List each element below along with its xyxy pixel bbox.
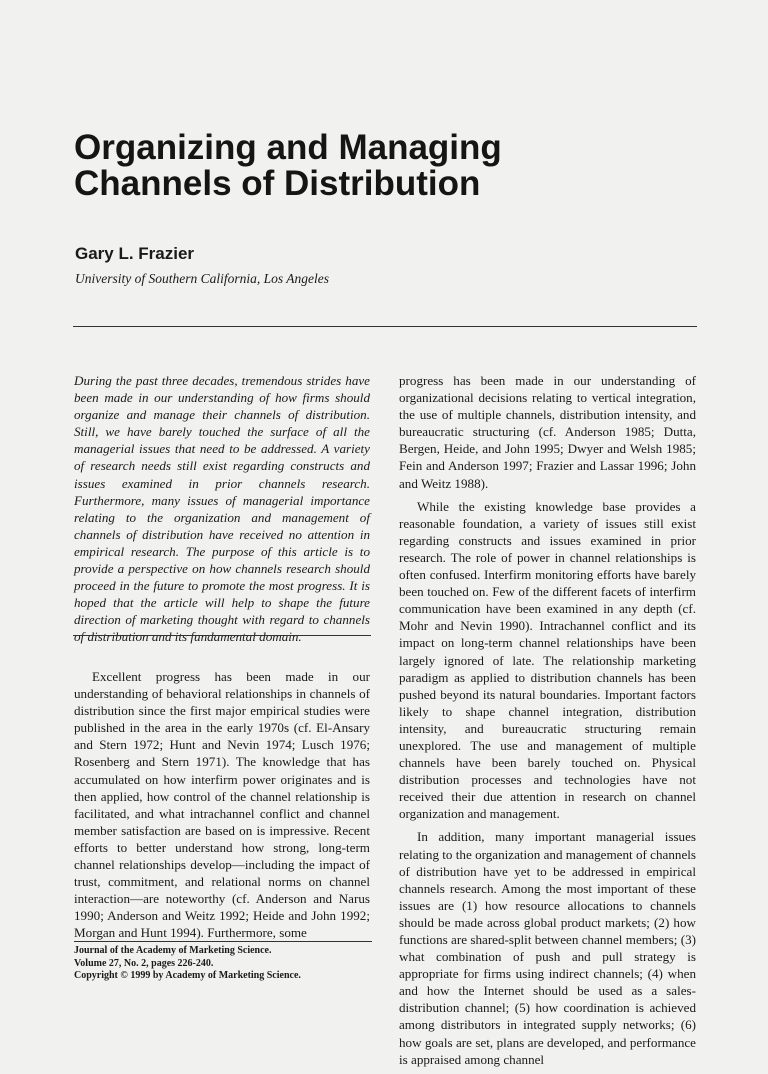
body-paragraph: progress has been made in our understanding of organizational decisions relating to vertical integration, the use of multiple channels, distribution intensity, and bureaucratic structuring (cf. Anderson 1985; Dutta, Bergen, Heide, and John 1995; Dwyer and Welsh 1985; Fein and Anderson 1997; Frazier and Lassar 1996; John and Weitz 1988). bbox=[399, 373, 696, 491]
header-divider bbox=[73, 326, 697, 327]
title-line-1: Organizing and Managing bbox=[74, 128, 502, 167]
body-paragraph: In addition, many important managerial issues relating to the organization and management of channels of distribution have yet to be addressed in empirical channels research. Among the most important of these issues are (1) how resource allocations to channels should be made across global product markets; (2) how functions are shared-split between channel members; (3) what combination of push and pull strategy is appropriate for firms using indirect channels; (4) when and how the Internet should be used as a sales-distribution channel; (5) how coordination is achieved among distributors in integrated supply networks; (6) how goals are set, plans are developed, and performance is appraised among channel bbox=[399, 829, 696, 1067]
abstract-divider bbox=[73, 635, 371, 636]
author-name: Gary L. Frazier bbox=[75, 244, 195, 263]
article-title bbox=[74, 130, 694, 202]
footer-copyright: Copyright © 1999 by Academy of Marketing Science. bbox=[74, 970, 301, 981]
abstract: During the past three decades, tremendous strides have been made in our understanding of how firms should organize and manage their channels of distribution. Still, we have barely touched the surface of all the managerial issues that need to be addressed. A variety of research needs still exist regarding constructs and issues examined in prior channels research. Furthermore, many issues of managerial importance relating to the organization and management of channels of distribution have received no attention in empirical research. The purpose of this article is to provide a perspective on how channels research should proceed in the future to promote the most progress. It is hoped that the article will help to shape the future direction of marketing thought with regard to channels of distribution and its fundamental domain. bbox=[74, 373, 370, 645]
journal-footer bbox=[74, 945, 374, 983]
footer-divider bbox=[74, 941, 372, 942]
body-paragraph: While the existing knowledge base provides a reasonable foundation, a variety of issues still exist regarding constructs and issues examined in prior research. The role of power in channel relationships is often confused. Interfirm monitoring efforts have barely been touched on. Few of the different facets of interfirm communication have been examined in any depth (cf. Mohr and Nevin 1990). Intrachannel conflict and its impact on long-term channel relationships have been largely ignored of late. The relationship marketing paradigm as applied to distribution channels has been pushed beyond its natural boundaries. Important factors likely to shape channel integration, distribution intensity, and bureaucratic structuring remain unexplored. The use and management of multiple channels have been barely touched on. Physical distribution processes and technologies have not received their due attention in research on channel organization and management. bbox=[399, 498, 696, 822]
footer-volume: Volume 27, No. 2, pages 226-240. bbox=[74, 957, 214, 969]
footer-journal: Journal of the Academy of Marketing Science. bbox=[74, 945, 272, 956]
body-left-column: Excellent progress has been made in our understanding of behavioral relationships in channels of distribution since the first major empirical studies were published in the area in the early 1970s (cf. El-Ansary and Stern 1972; Hunt and Nevin 1974; Lusch 1976; Rosenberg and Stern 1971). The knowledge that has accumulated on how interfirm power originates and is then applied, how control of the channel relationship is facilitated, and what intrachannel conflict and channel member satisfaction are based on is impressive. Recent efforts to better understand how strong, long-term channel relationships develop—including the impact of trust, commitment, and relational norms on channel interaction—are noteworthy (cf. Anderson and Narus 1990; Anderson and Weitz 1992; Heide and John 1992; Morgan and Hunt 1994). Furthermore, some bbox=[74, 669, 370, 941]
body-right-column bbox=[399, 372, 696, 1074]
author-affiliation: University of Southern California, Los Angeles bbox=[75, 271, 329, 286]
title-line-2: Channels of Distribution bbox=[74, 164, 481, 203]
